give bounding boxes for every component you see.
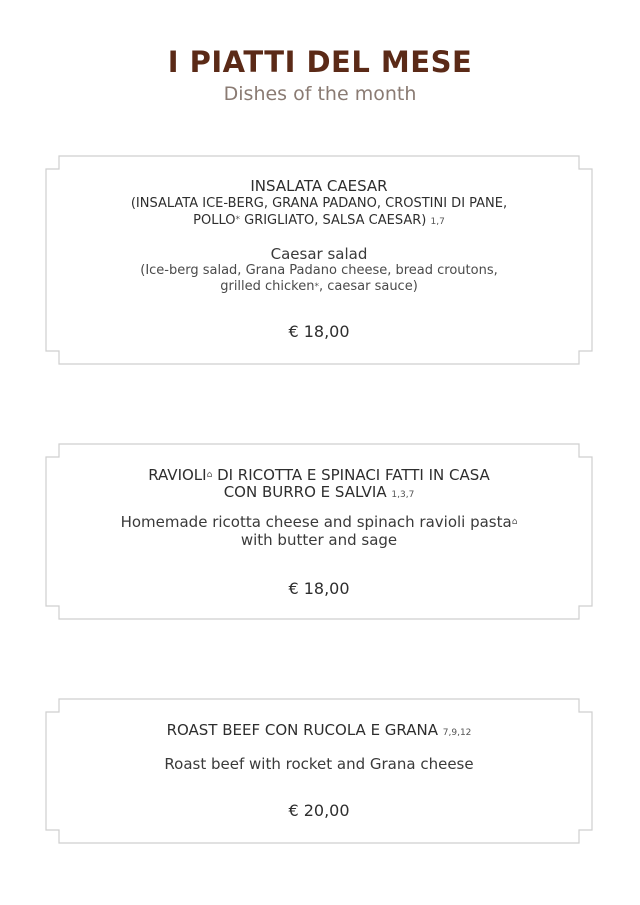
dish-desc-en: Homemade ricotta cheese and spinach ravioli pasta⌂ with butter and sage bbox=[120, 513, 518, 549]
dish-desc-en: Roast beef with rocket and Grana cheese bbox=[164, 755, 474, 773]
dish-name-it: ROAST BEEF CON RUCOLA E GRANA 7,9,12 bbox=[166, 721, 472, 739]
dish-price: € 18,00 bbox=[288, 579, 350, 598]
frozen-mark: * bbox=[314, 282, 319, 292]
allergens: 7,9,12 bbox=[442, 728, 472, 738]
frozen-mark: * bbox=[235, 215, 240, 225]
homemade-mark: ⌂ bbox=[511, 517, 518, 527]
homemade-mark: ⌂ bbox=[206, 470, 213, 480]
dish-card-caesar bbox=[45, 155, 593, 365]
dish-name-it: INSALATA CAESAR bbox=[250, 177, 388, 195]
dish-price: € 20,00 bbox=[288, 801, 350, 820]
dish-name-it: RAVIOLI⌂ DI RICOTTA E SPINACI FATTI IN CASA CON BURRO E SALVIA 1,3,7 bbox=[148, 466, 490, 501]
dish-desc-en: (Ice-berg salad, Grana Padano cheese, bread croutons, grilled chicken*, caesar sauce) bbox=[140, 263, 498, 294]
allergens: 1,7 bbox=[430, 217, 445, 227]
dish-name-en: Caesar salad bbox=[270, 245, 368, 263]
dish-card-roast-beef bbox=[45, 698, 593, 844]
dish-price: € 18,00 bbox=[288, 322, 350, 341]
page-title: I PIATTI DEL MESE bbox=[167, 45, 473, 79]
page-subtitle: Dishes of the month bbox=[223, 83, 417, 105]
dish-desc-it: (INSALATA ICE-BERG, GRANA PADANO, CROSTINI DI PANE, POLLO* GRIGLIATO, SALSA CAESAR) 1,7 bbox=[130, 196, 508, 228]
menu-header bbox=[0, 42, 640, 107]
dish-card-ravioli bbox=[45, 443, 593, 620]
allergens: 1,3,7 bbox=[391, 490, 415, 500]
